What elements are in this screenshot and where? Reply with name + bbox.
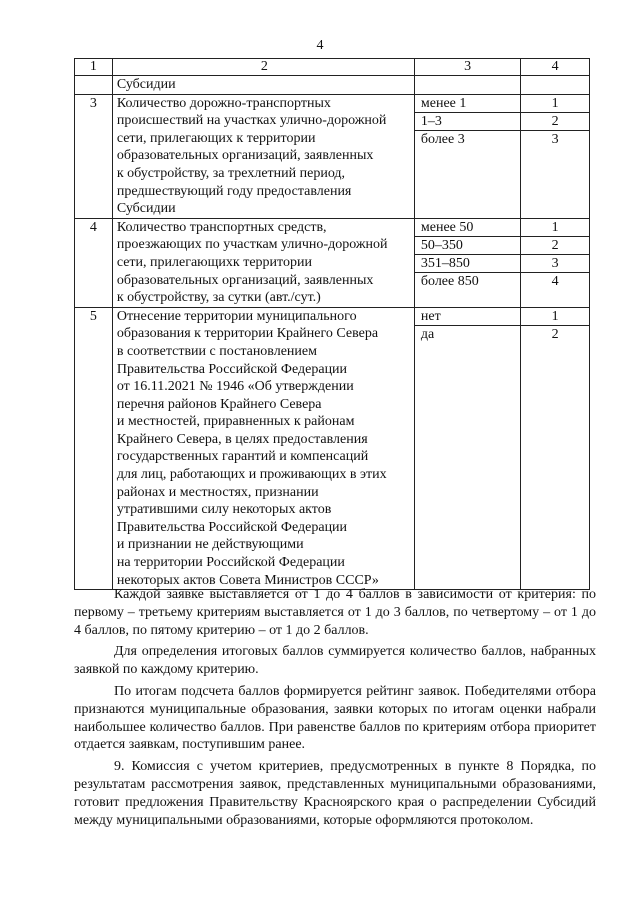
- criterion-line: на территории Российской Федерации: [116, 555, 345, 571]
- score-cell: 2: [521, 237, 589, 255]
- value-cell: 1–3: [415, 113, 520, 131]
- body-text: [74, 586, 596, 829]
- paragraph-scoring: Каждой заявке выставляется от 1 до 4 баллов в зависимости от критерия: по первому – третьему критериям выставляется от 1 до 3 баллов, по четвертому – от 1 до 4 баллов, по пятому критерию – от 1 до 2 баллов.: [74, 587, 596, 638]
- table-header-row: [75, 59, 590, 76]
- criterion-line: Количество дорожно-транспортных: [116, 95, 331, 111]
- table-row: [75, 307, 590, 590]
- criterion-line: в соответствии с постановлением: [116, 343, 317, 359]
- value-cell: более 3: [420, 131, 465, 147]
- criterion-line: предшествующий году предоставления: [116, 183, 352, 199]
- paragraph-commission: 9. Комиссия с учетом критериев, предусмотренных в пункте 8 Порядка, по результатам рассмотрения заявок, представленных муниципальными образованиями, готовит предложения Правительству Красноярского края о распределении Субсидий между муниципальными образованиями, которые оформляются протоколом.: [74, 759, 596, 828]
- criterion-line: сети, прилегающихк территории: [116, 254, 312, 270]
- criterion-scores: [521, 307, 590, 590]
- continuation-text: Субсидии: [112, 76, 414, 95]
- criterion-line: Правительства Российской Федерации: [116, 519, 348, 535]
- criterion-line: образовательных организаций, заявленных: [116, 272, 374, 288]
- criterion-line: к обустройству, за сутки (авт./сут.): [116, 290, 321, 306]
- criterion-line: утратившими силу некоторых актов: [116, 502, 332, 518]
- criterion-values: [414, 307, 520, 590]
- table-row: [75, 94, 590, 218]
- criterion-line: и признании не действующими: [116, 537, 304, 553]
- criterion-line: сети, прилегающих к территории: [116, 130, 316, 146]
- header-col-2: 2: [112, 59, 414, 76]
- continuation-num-cell: [75, 76, 113, 95]
- criterion-scores: [521, 94, 590, 218]
- paragraph-total-score: Для определения итоговых баллов суммируется количество баллов, набранных заявкой по каждому критерию.: [74, 644, 596, 678]
- criterion-line: перечня районов Крайнего Севера: [116, 396, 322, 412]
- criterion-line: районах и местностях, признании: [116, 484, 319, 500]
- score-cell: 3: [521, 255, 589, 273]
- paragraph-rating: По итогам подсчета баллов формируется рейтинг заявок. Победителями отбора признаются муниципальные образования, заявки которых по итогам оценки набрали наибольшее количество баллов. При равенстве баллов по критериям отбора приоритет отдается заявкам, поступившим ранее.: [74, 683, 596, 753]
- criterion-text: [112, 218, 414, 307]
- criterion-line: государственных гарантий и компенсаций: [116, 449, 369, 465]
- score-cell: 1: [521, 95, 589, 113]
- page-number: 4: [316, 38, 324, 53]
- criterion-text: [112, 94, 414, 218]
- continuation-value-cell: [414, 76, 520, 95]
- criterion-line: Субсидии: [116, 201, 176, 217]
- criterion-line: от 16.11.2021 № 1946 «Об утверждении: [116, 379, 354, 395]
- score-cell: 3: [551, 131, 559, 147]
- criterion-line: для лиц, работающих и проживающих в этих: [116, 467, 387, 483]
- criterion-line: к обустройству, за трехлетний период,: [116, 165, 346, 181]
- table-row-continuation: [75, 76, 590, 95]
- criterion-line: происшествий на участках улично-дорожной: [116, 113, 387, 129]
- criterion-line: образования к территории Крайнего Севера: [116, 326, 379, 342]
- criterion-line: некоторых актов Совета Министров СССР»: [116, 572, 379, 588]
- criterion-number: 5: [75, 307, 113, 590]
- criterion-values: [414, 218, 520, 307]
- table-row: [75, 218, 590, 307]
- score-cell: 4: [551, 273, 559, 289]
- criterion-line: образовательных организаций, заявленных: [116, 148, 374, 164]
- criterion-line: Правительства Российской Федерации: [116, 361, 348, 377]
- criterion-line: Отнесение территории муниципального: [116, 308, 357, 324]
- criterion-line: и местностей, приравненных к районам: [116, 414, 355, 430]
- value-cell: 50–350: [415, 237, 520, 255]
- header-col-3: 3: [414, 59, 520, 76]
- score-cell: 1: [521, 219, 589, 237]
- score-cell: 2: [521, 113, 589, 131]
- criteria-table: [74, 58, 590, 590]
- value-cell: да: [420, 326, 435, 342]
- value-cell: нет: [415, 308, 520, 326]
- criterion-number: 4: [75, 218, 113, 307]
- score-cell: 1: [521, 308, 589, 326]
- value-cell: менее 50: [415, 219, 520, 237]
- value-cell: более 850: [420, 273, 479, 289]
- criterion-line: Крайнего Севера, в целях предоставления: [116, 431, 368, 447]
- continuation-score-cell: [521, 76, 590, 95]
- criterion-text: [112, 307, 414, 590]
- value-cell: менее 1: [415, 95, 520, 113]
- criterion-values: [414, 94, 520, 218]
- header-col-4: 4: [521, 59, 590, 76]
- score-cell: 2: [551, 326, 559, 342]
- criterion-number: 3: [75, 94, 113, 218]
- header-col-1: 1: [75, 59, 113, 76]
- value-cell: 351–850: [415, 255, 520, 273]
- criterion-line: Количество транспортных средств,: [116, 219, 327, 235]
- criterion-line: проезжающих по участкам улично-дорожной: [116, 237, 388, 253]
- criterion-scores: [521, 218, 590, 307]
